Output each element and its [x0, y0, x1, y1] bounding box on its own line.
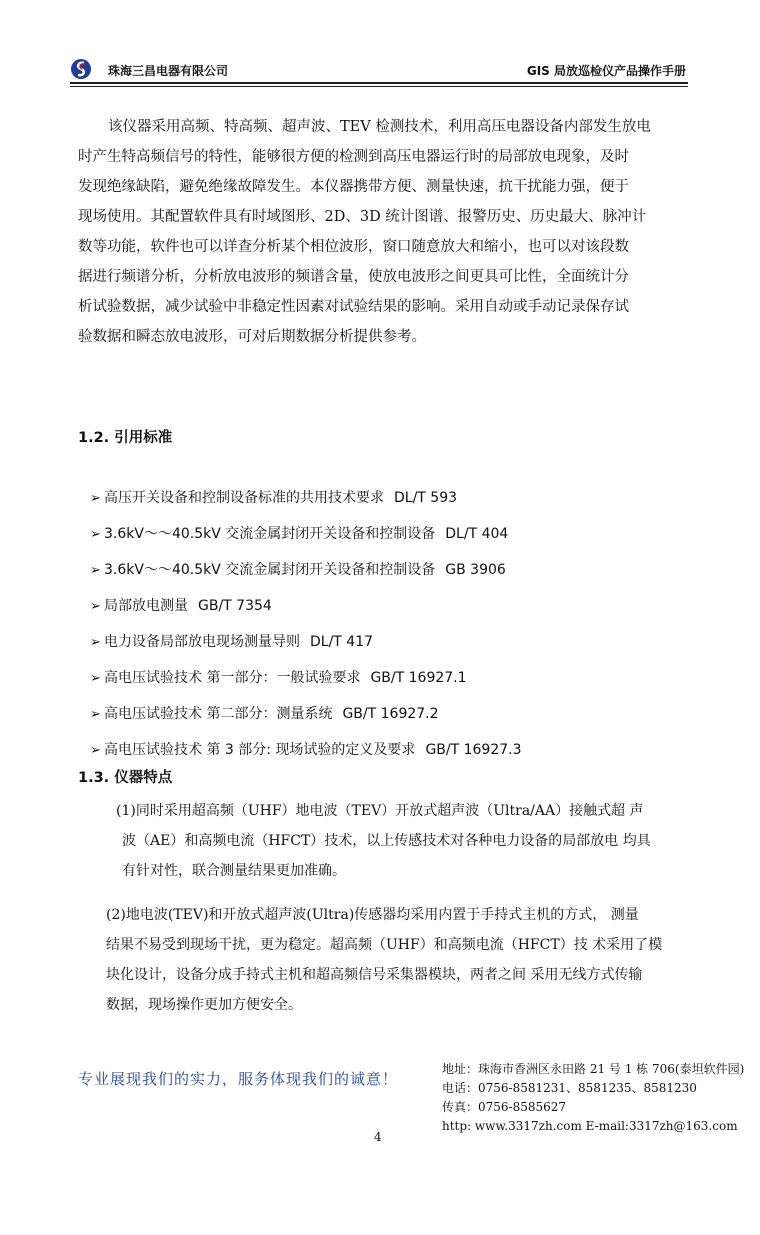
intro-line: 时产生特高频信号的特性，能够很方便的检测到高压电器运行时的局部放电现象，及时 [78, 149, 629, 165]
list-item [90, 560, 690, 596]
page-number: 4 [374, 1130, 382, 1144]
page-header [70, 58, 688, 82]
arrow-right-icon: ➢ [90, 707, 101, 722]
reference-list [90, 488, 690, 776]
footer-phone: 电话：0756-8581231、8581235、8581230 [442, 1081, 697, 1095]
arrow-right-icon: ➢ [90, 599, 101, 614]
feature-line: 有针对性，联合测量结果更加准确。 [122, 863, 346, 879]
arrow-right-icon: ➢ [90, 743, 101, 758]
footer-contact [442, 1060, 744, 1136]
section-heading-features: 1.3. 仪器特点 [78, 770, 173, 786]
arrow-right-icon: ➢ [90, 527, 101, 542]
reference-code: GB/T 16927.1 [370, 670, 467, 686]
feature-line: 数据，现场操作更加方便安全。 [106, 997, 302, 1013]
reference-text: 3.6kV～～40.5kV 交流金属封闭开关设备和控制设备 [104, 526, 436, 542]
feature-line: 波（AE）和高频电流（HFCT）技术，以上传感技术对各种电力设备的局部放电 均具 [122, 833, 651, 849]
header-rule-thin [70, 86, 688, 87]
feature-line: (2)地电波(TEV)和开放式超声波(Ultra)传感器均采用内置于手持式主机的方式， 测量 [106, 907, 639, 923]
intro-line: 验数据和瞬态放电波形，可对后期数据分析提供参考。 [78, 329, 426, 345]
reference-code: GB 3906 [445, 562, 506, 578]
feature-item-2 [106, 900, 706, 1020]
reference-code: DL/T 417 [310, 634, 374, 650]
intro-line: 数等功能，软件也可以详查分析某个相位波形，窗口随意放大和缩小，也可以对该段数 [78, 239, 629, 255]
manual-title: GIS 局放巡检仪产品操作手册 [526, 64, 686, 78]
reference-code: DL/T 593 [394, 490, 458, 506]
list-item [90, 668, 690, 704]
reference-text: 电力设备局部放电现场测量导则 [104, 634, 300, 650]
feature-line: 结果不易受到现场干扰，更为稳定。超高频（UHF）和高频电流（HFCT）技 术采用了模 [106, 937, 663, 953]
footer-web-email: http: www.3317zh.com E-mail:3317zh@163.com [442, 1119, 738, 1133]
list-item [90, 740, 690, 776]
footer-fax: 传真：0756-8585627 [442, 1100, 567, 1114]
feature-line: 块化设计，设备分成手持式主机和超高频信号采集器模块，两者之间 采用无线方式传输 [106, 967, 643, 983]
reference-code: DL/T 404 [445, 526, 509, 542]
arrow-right-icon: ➢ [90, 635, 101, 650]
intro-line: 据进行频谱分析，分析放电波形的频谱含量，使放电波形之间更具可比性，全面统计分 [78, 269, 629, 285]
reference-text: 高电压试验技术 第 3 部分: 现场试验的定义及要求 [104, 742, 416, 758]
intro-line: 析试验数据，减少试验中非稳定性因素对试验结果的影响。采用自动或手动记录保存试 [78, 299, 629, 315]
arrow-right-icon: ➢ [90, 491, 101, 506]
company-name: 珠海三昌电器有限公司 [108, 64, 229, 78]
reference-text: 高电压试验技术 第二部分：测量系统 [104, 706, 333, 722]
arrow-right-icon: ➢ [90, 563, 101, 578]
header-rule-thick [70, 82, 688, 84]
intro-line: 现场使用。其配置软件具有时域图形、2D、3D 统计图谱、报警历史、历史最大、脉冲计 [78, 209, 647, 225]
list-item [90, 524, 690, 560]
reference-code: GB/T 16927.2 [342, 706, 439, 722]
company-logo-icon [70, 58, 92, 80]
list-item [90, 488, 690, 524]
footer-address: 地址：珠海市香洲区永田路 21 号 1 栋 706(泰坦软件园) [442, 1062, 745, 1076]
intro-paragraph [78, 112, 678, 352]
reference-text: 高电压试验技术 第一部分：一般试验要求 [104, 670, 361, 686]
arrow-right-icon: ➢ [90, 671, 101, 686]
reference-text: 局部放电测量 [104, 598, 188, 614]
intro-line: 该仪器采用高频、特高频、超声波、TEV 检测技术，利用高压电器设备内部发生放电 [108, 119, 651, 135]
reference-text: 3.6kV～～40.5kV 交流金属封闭开关设备和控制设备 [104, 562, 436, 578]
reference-code: GB/T 7354 [198, 598, 272, 614]
section-heading-references: 1.2. 引用标准 [78, 430, 173, 446]
feature-item-1 [116, 796, 696, 886]
intro-line: 发现绝缘缺陷，避免绝缘故障发生。本仪器携带方便、测量快速，抗干扰能力强，便于 [78, 179, 629, 195]
feature-line: (1)同时采用超高频（UHF）地电波（TEV）开放式超声波（Ultra/AA）接触式超 声 [116, 803, 644, 819]
list-item [90, 704, 690, 740]
footer-slogan: 专业展现我们的实力，服务体现我们的诚意！ [78, 1070, 399, 1088]
list-item [90, 596, 690, 632]
reference-text: 高压开关设备和控制设备标准的共用技术要求 [104, 490, 384, 506]
reference-code: GB/T 16927.3 [425, 742, 522, 758]
list-item [90, 632, 690, 668]
